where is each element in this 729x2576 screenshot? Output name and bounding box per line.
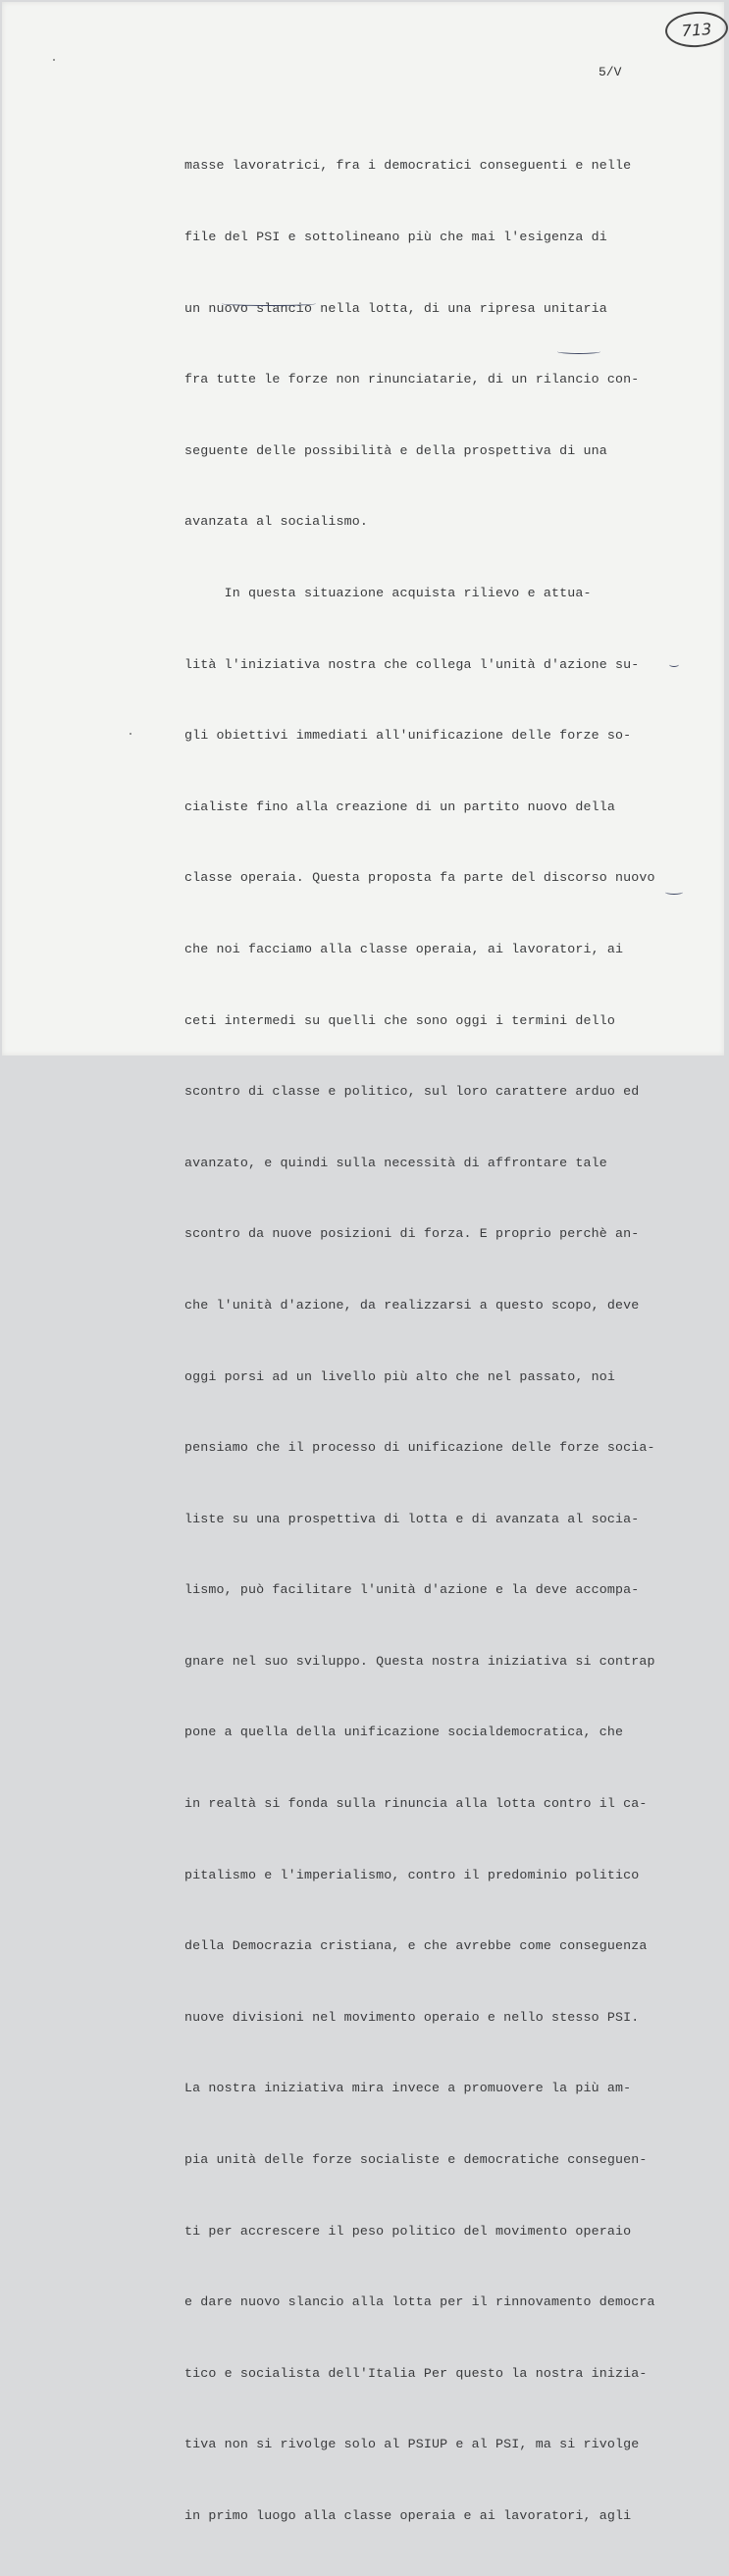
text-line: in primo luogo alla classe operaia e ai lavoratori, agli bbox=[184, 2508, 632, 2523]
paper-speck bbox=[130, 733, 131, 735]
text-line: La nostra iniziativa mira invece a promuovere la più am- bbox=[184, 2081, 632, 2096]
text-line: pitalismo e l'imperialismo, contro il predominio politico bbox=[184, 1867, 640, 1882]
handwritten-underline bbox=[222, 301, 316, 306]
text-line: che l'unità d'azione, da realizzarsi a questo scopo, deve bbox=[184, 1297, 640, 1313]
text-line: scontro di classe e politico, sul loro carattere arduo ed bbox=[184, 1084, 640, 1100]
text-line: ceti intermedi su quelli che sono oggi i termini dello bbox=[184, 1012, 615, 1028]
text-line: della Democrazia cristiana, e che avrebbe come conseguenza bbox=[184, 1938, 648, 1954]
text-line: lità l'iniziativa nostra che collega l'unità d'azione su- bbox=[184, 656, 640, 672]
text-line: pia unità delle forze socialiste e democratiche conseguen- bbox=[184, 2152, 648, 2168]
text-line: un nuovo slancio nella lotta, di una ripresa unitaria bbox=[184, 300, 607, 316]
text-line: in realtà si fonda sulla rinuncia alla lotta contro il ca- bbox=[184, 1796, 648, 1812]
text-line: masse lavoratrici, fra i democratici conseguenti e nelle bbox=[184, 158, 632, 174]
text-line: che noi facciamo alla classe operaia, ai lavoratori, ai bbox=[184, 941, 624, 956]
text-line: nuove divisioni nel movimento operaio e nello stesso PSI. bbox=[184, 2009, 640, 2025]
handwritten-underline bbox=[669, 662, 679, 667]
handwritten-underline bbox=[557, 349, 600, 354]
text-line: cialiste fino alla creazione di un partito nuovo della bbox=[184, 799, 615, 814]
text-line: fra tutte le forze non rinunciatarie, di un rilancio con- bbox=[184, 372, 640, 387]
text-line: In questa situazione acquista rilievo e attua- bbox=[184, 585, 592, 600]
page-reference: 5/V bbox=[599, 65, 622, 79]
text-line: tico e socialista dell'Italia Per questo la nostra inizia- bbox=[184, 2365, 648, 2381]
text-line: file del PSI e sottolineano più che mai l'esigenza di bbox=[184, 230, 607, 244]
text-line: ti per accrescere il peso politico del movimento operaio bbox=[184, 2223, 632, 2239]
text-line: gnare nel suo sviluppo. Questa nostra iniziativa si contrap bbox=[184, 1653, 655, 1669]
text-line: gli obiettivi immediati all'unificazione delle forze so- bbox=[184, 728, 632, 744]
text-line: oggi porsi ad un livello più alto che nel passato, noi bbox=[184, 1368, 615, 1384]
text-line: pensiamo che il processo di unificazione delle forze socia- bbox=[184, 1440, 655, 1456]
handwritten-underline bbox=[665, 890, 683, 895]
paper-speck bbox=[53, 59, 55, 61]
typewritten-body bbox=[184, 107, 695, 2576]
archive-number-stamp: 713 bbox=[664, 10, 729, 49]
text-line: avanzata al socialismo. bbox=[184, 514, 368, 530]
text-line: liste su una prospettiva di lotta e di avanzata al socia- bbox=[184, 1511, 640, 1526]
text-line: tiva non si rivolge solo al PSIUP e al PSI, ma si rivolge bbox=[184, 2437, 640, 2452]
text-line: pone a quella della unificazione socialdemocratica, che bbox=[184, 1725, 624, 1740]
text-line: lismo, può facilitare l'unità d'azione e la deve accompa- bbox=[184, 1582, 640, 1598]
text-line: avanzato, e quindi sulla necessità di affrontare tale bbox=[184, 1155, 607, 1170]
text-line: seguente delle possibilità e della prospettiva di una bbox=[184, 442, 607, 458]
text-line: e dare nuovo slancio alla lotta per il rinnovamento democra bbox=[184, 2294, 655, 2310]
text-line: classe operaia. Questa proposta fa parte del discorso nuovo bbox=[184, 870, 655, 886]
text-line: scontro da nuove posizioni di forza. E proprio perchè an- bbox=[184, 1226, 640, 1242]
document-page bbox=[2, 2, 724, 2523]
